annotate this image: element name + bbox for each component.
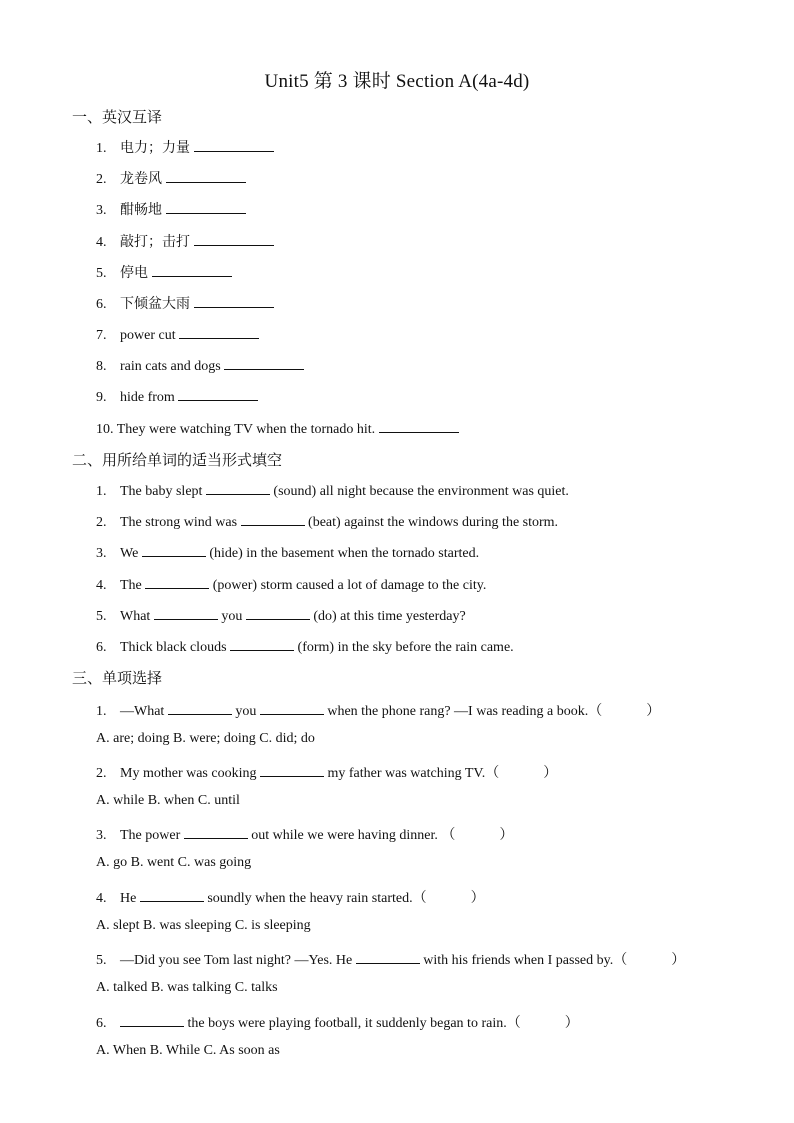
answer-blank[interactable]: [379, 419, 459, 433]
question: [96, 824, 513, 844]
item-text: 敲打；击打: [120, 235, 190, 250]
answer-blank[interactable]: [166, 169, 246, 183]
question-text: My mother was cooking: [120, 766, 257, 781]
question: [96, 1012, 579, 1032]
item-text: 酣畅地: [120, 203, 162, 218]
list-item: [96, 575, 486, 594]
question-number: 2.: [96, 766, 107, 781]
question-text: He: [120, 891, 137, 906]
answer-blank[interactable]: [166, 200, 246, 214]
list-item: [96, 137, 274, 157]
item-text: 下倾盆大雨: [120, 297, 190, 312]
list-item: [96, 199, 246, 219]
list-item: [96, 637, 514, 656]
item-text: (beat) against the windows during the storm.: [308, 515, 559, 530]
item-number: 4.: [96, 235, 107, 250]
answer-blank[interactable]: [206, 481, 270, 495]
answer-paren-open: （: [506, 1016, 521, 1031]
page-title: Unit5 第 3 课时 Section A(4a-4d): [264, 71, 530, 92]
list-item: [96, 262, 232, 282]
item-number: 6.: [96, 297, 107, 312]
answer-blank[interactable]: [356, 950, 420, 964]
item-text: The strong wind was: [120, 515, 238, 530]
section-heading: 一、英汉互译: [72, 110, 163, 126]
options: A. are; doing B. were; doing C. did; do: [96, 731, 315, 746]
question-number: 1.: [96, 704, 107, 719]
answer-paren-open: （: [613, 953, 628, 968]
item-number: 2.: [96, 172, 107, 187]
options: A. talked B. was talking C. talks: [96, 980, 278, 995]
item-text: (sound) all night because the environment was quiet.: [273, 484, 569, 499]
item-number: 5.: [96, 266, 107, 281]
answer-blank[interactable]: [154, 606, 218, 620]
item-text: The baby slept: [120, 484, 203, 499]
answer-paren-close: ）: [564, 1016, 579, 1031]
question-number: 4.: [96, 891, 107, 906]
answer-blank[interactable]: [184, 825, 248, 839]
question-text: the boys were playing football, it suddenly began to rain.: [187, 1016, 507, 1031]
answer-blank[interactable]: [241, 512, 305, 526]
item-number: 3.: [96, 203, 107, 218]
answer-blank[interactable]: [140, 888, 204, 902]
item-number: 1.: [96, 484, 107, 499]
item-number: 1.: [96, 141, 107, 156]
question-text: The power: [120, 828, 181, 843]
item-text: (hide) in the basement when the tornado started.: [209, 546, 480, 561]
answer-blank[interactable]: [246, 606, 310, 620]
answer-blank[interactable]: [152, 263, 232, 277]
question-text: when the phone rang? —I was reading a book.: [327, 704, 589, 719]
section-heading: 二、用所给单词的适当形式填空: [72, 453, 283, 469]
item-number: 5.: [96, 609, 107, 624]
list-item: [96, 168, 246, 188]
answer-paren-close: ）: [671, 953, 686, 968]
options: A. slept B. was sleeping C. is sleeping: [96, 918, 311, 933]
item-text: (do) at this time yesterday?: [313, 609, 466, 624]
list-item: [96, 606, 466, 625]
item-number: 2.: [96, 515, 107, 530]
item-text: Thick black clouds: [120, 640, 227, 655]
options: A. while B. when C. until: [96, 793, 240, 808]
question-text: soundly when the heavy rain started.: [207, 891, 413, 906]
question-text: my father was watching TV.: [327, 766, 486, 781]
item-text: (form) in the sky before the rain came.: [297, 640, 514, 655]
answer-blank[interactable]: [224, 356, 304, 370]
answer-blank[interactable]: [178, 387, 258, 401]
item-text: you: [221, 609, 243, 624]
item-text: power cut: [120, 328, 176, 343]
item-number: 6.: [96, 640, 107, 655]
item-number: 10.: [96, 422, 114, 437]
answer-blank[interactable]: [194, 294, 274, 308]
item-number: 7.: [96, 328, 107, 343]
answer-blank[interactable]: [230, 637, 294, 651]
question-number: 3.: [96, 828, 107, 843]
answer-paren-open: （: [588, 704, 603, 719]
answer-paren-open: （: [412, 891, 427, 906]
item-number: 9.: [96, 390, 107, 405]
item-text: We: [120, 546, 139, 561]
item-text: 龙卷风: [120, 172, 162, 187]
answer-paren-open: （: [485, 766, 500, 781]
answer-blank[interactable]: [145, 575, 209, 589]
answer-blank[interactable]: [260, 701, 324, 715]
item-text: (power) storm caused a lot of damage to the city.: [212, 578, 487, 593]
list-item: [96, 356, 304, 375]
question-number: 6.: [96, 1016, 107, 1031]
question: [96, 949, 685, 969]
question: [96, 762, 557, 782]
item-text: What: [120, 609, 151, 624]
answer-blank[interactable]: [142, 543, 206, 557]
answer-blank[interactable]: [179, 325, 259, 339]
question-text: —Did you see Tom last night? —Yes. He: [120, 953, 353, 968]
options: A. go B. went C. was going: [96, 855, 252, 870]
question-text: out while we were having dinner.: [251, 828, 438, 843]
answer-paren-open: （: [441, 828, 456, 843]
list-item: [96, 419, 459, 438]
item-text: 电力；力量: [120, 141, 190, 156]
list-item: [96, 481, 569, 500]
answer-blank[interactable]: [194, 138, 274, 152]
answer-blank[interactable]: [194, 232, 274, 246]
options: A. When B. While C. As soon as: [96, 1043, 280, 1058]
list-item: [96, 231, 274, 251]
answer-blank[interactable]: [168, 701, 232, 715]
question-number: 5.: [96, 953, 107, 968]
question-text: —What: [120, 704, 165, 719]
question-text: with his friends when I passed by.: [423, 953, 614, 968]
item-number: 8.: [96, 359, 107, 374]
item-number: 4.: [96, 578, 107, 593]
item-text: They were watching TV when the tornado hit.: [116, 422, 376, 437]
question: [96, 887, 485, 907]
section-heading: 三、单项选择: [72, 671, 163, 687]
question-text: you: [235, 704, 257, 719]
answer-blank[interactable]: [120, 1013, 184, 1027]
answer-paren-close: ）: [646, 704, 661, 719]
list-item: [96, 325, 259, 344]
answer-paren-close: ）: [470, 891, 485, 906]
list-item: [96, 387, 258, 406]
answer-paren-close: ）: [499, 828, 514, 843]
item-number: 3.: [96, 546, 107, 561]
item-text: 停电: [120, 266, 148, 281]
list-item: [96, 293, 274, 313]
question: [96, 700, 660, 720]
item-text: rain cats and dogs: [120, 359, 221, 374]
list-item: [96, 543, 479, 562]
list-item: [96, 512, 558, 531]
answer-blank[interactable]: [260, 763, 324, 777]
answer-paren-close: ）: [543, 766, 558, 781]
item-text: hide from: [120, 390, 175, 405]
item-text: The: [120, 578, 142, 593]
